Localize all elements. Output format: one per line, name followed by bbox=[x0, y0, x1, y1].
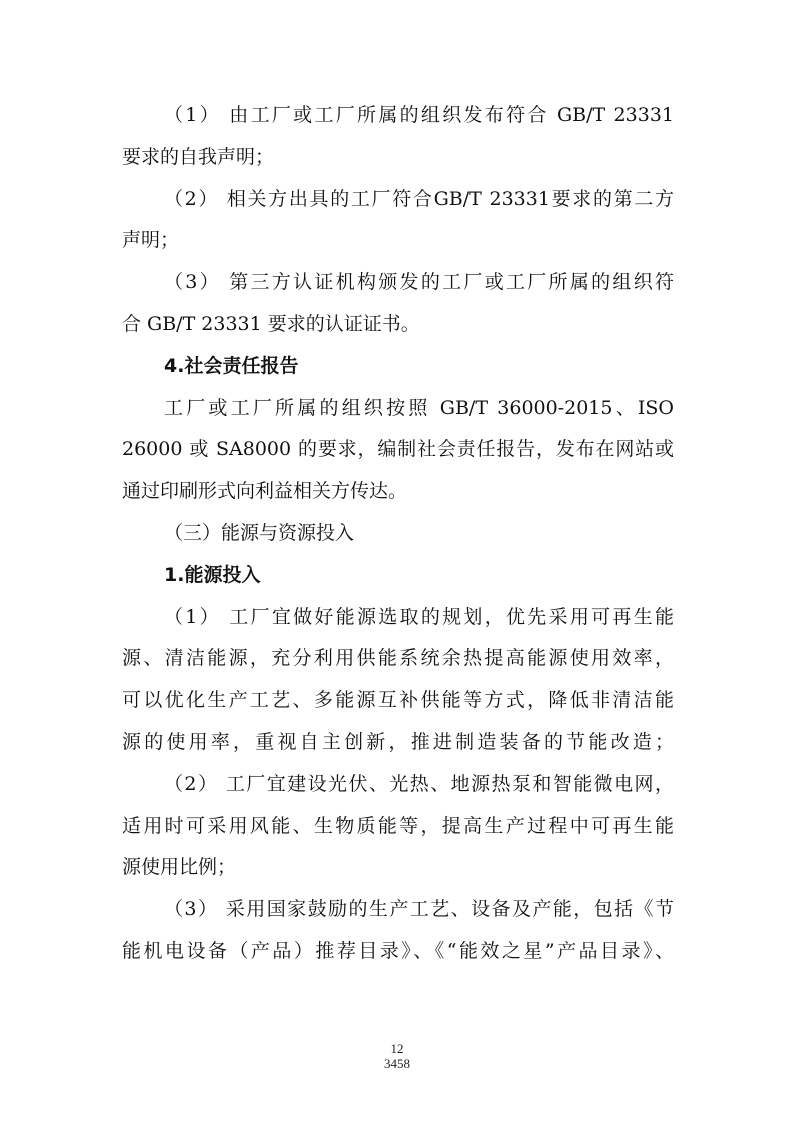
page-number: 12 bbox=[390, 1041, 404, 1056]
text-line: （2） 相关方出具的工厂符合GB/T 23331要求的第二方 bbox=[164, 187, 674, 210]
section-heading: 4.社会责任报告 bbox=[164, 354, 299, 377]
text-line: 适用时可采用风能、生物质能等，提高生产过程中可再生能 bbox=[122, 814, 674, 837]
text-line: 通过印刷形式向利益相关方传达。 bbox=[122, 480, 408, 503]
text-line: 源的使用率，重视自主创新，推进制造装备的节能改造； bbox=[122, 730, 674, 753]
text-line: （3） 第三方认证机构颁发的工厂或工厂所属的组织符 bbox=[164, 271, 674, 294]
text-line: （1） 由工厂或工厂所属的组织发布符合 GB/T 23331 bbox=[164, 104, 674, 126]
text-line: 要求的自我声明； bbox=[122, 145, 275, 168]
document-body bbox=[122, 95, 674, 973]
text-line: 声明； bbox=[122, 229, 180, 252]
text-line: 工厂或工厂所属的组织按照 GB/T 36000-2015、ISO bbox=[164, 396, 674, 419]
text-line: 26000 或 SA8000 的要求，编制社会责任报告，发布在网站或 bbox=[122, 438, 674, 461]
text-line: （1） 工厂宜做好能源选取的规划，优先采用可再生能 bbox=[164, 605, 674, 628]
text-line: （2） 工厂宜建设光伏、光热、地源热泵和智能微电网， bbox=[164, 772, 674, 795]
text-line: 源使用比例； bbox=[122, 856, 237, 879]
text-line: 可以优化生产工艺、多能源互补供能等方式，降低非清洁能 bbox=[122, 689, 674, 712]
text-line: 源、清洁能源，充分利用供能系统余热提高能源使用效率， bbox=[122, 647, 674, 670]
text-line: 能机电设备（产品）推荐目录》、《“能效之星”产品目录》、 bbox=[122, 939, 674, 962]
section-heading: 1.能源投入 bbox=[164, 563, 261, 586]
text-line: 合 GB/T 23331 要求的认证证书。 bbox=[122, 312, 420, 335]
text-line: （3） 采用国家鼓励的生产工艺、设备及产能，包括《节 bbox=[164, 898, 674, 921]
serial-number: 3458 bbox=[384, 1056, 410, 1071]
section-heading: （三）能源与资源投入 bbox=[164, 521, 355, 544]
